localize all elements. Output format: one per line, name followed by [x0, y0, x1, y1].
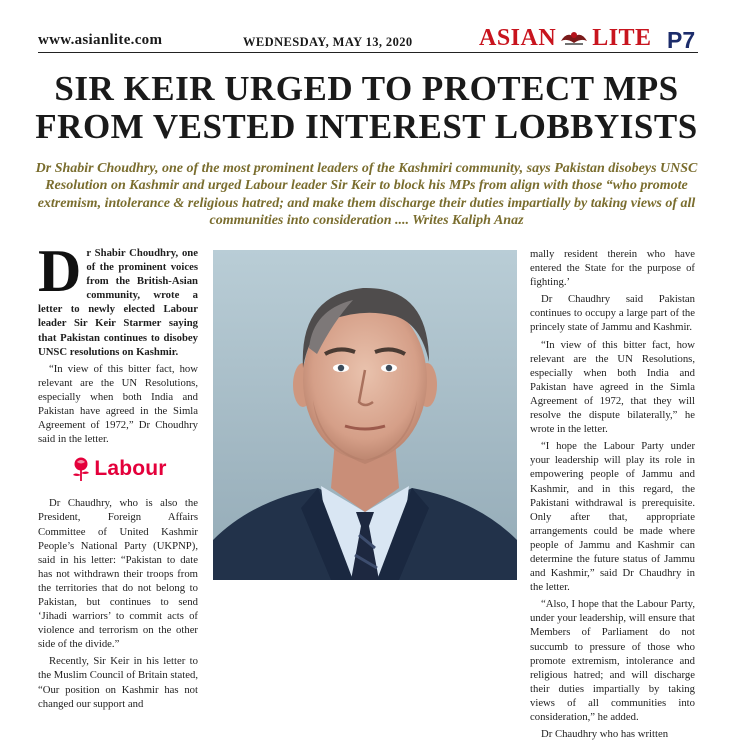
publication-date: WEDNESDAY, MAY 13, 2020 — [243, 35, 413, 49]
labour-wordmark: Labour — [94, 457, 167, 481]
portrait-illustration — [213, 250, 517, 580]
page-number: P7 — [667, 27, 696, 53]
body-paragraph: “In view of this bitter fact, how relevant are the UN Resolutions, especially when both India and Pakistan have agreed in the Simla Agreement of 1972,” Dr Choudhry said in the letter. — [38, 362, 198, 446]
body-paragraph: Recently, Sir Keir in his letter to the Muslim Council of Britain stated, “Our position on Kashmir has not changed our support and — [38, 655, 198, 710]
brand-word-left: ASIAN — [479, 24, 557, 51]
labour-logo — [38, 451, 198, 487]
rose-icon — [69, 456, 93, 482]
crest-icon — [559, 29, 589, 47]
brand-word-right: LITE — [592, 24, 652, 51]
site-url[interactable]: www.asianlite.com — [38, 32, 163, 48]
body-paragraph: Dr Chaudhry, who is also the President, Foreign Affairs Committee of United Kashmir People’s National Party (UKPNP), said in his letter: “Pakistan to date has not withdrawn their troops from the territories that do not belong to Pakistan, but continues to send ‘Jihadi warriors’ to commit acts of violence and terrorism on the other side of the divide.” — [38, 497, 198, 651]
lead-text: r Shabir Choudhry, one of the prominent voices from the British-Asian community, wrote a letter to newly elected Labour leader Sir Keir Starmer saying that Pakistan continues to disobey UNSC resolutions on Kashmir. — [38, 247, 198, 358]
keir-starmer-portrait — [213, 250, 517, 580]
headline: SIR KEIR URGED TO PROTECT MPS FROM VESTED INTEREST LOBBYISTS — [35, 69, 698, 146]
body-paragraph: Dr Chaudhry said Pakistan continues to occupy a large part of the princely state of Jammu and Kashmir. — [530, 293, 695, 334]
standfirst: Dr Shabir Choudhry, one of the most prominent leaders of the Kashmiri community, says Pakistan disobeys UNSC Resolution on Kashmir and urged Labour leader Sir Keir to block his MPs from align with those “who promote extremism, intolerance & religious hatred; and make them discharge their duties impartially by taking views of all communities into consideration .... Writes Kaliph Anaz — [35, 161, 698, 228]
body-paragraph: “In view of this bitter fact, how relevant are the UN Resolutions, especially when both India and Pakistan have agreed in the Simla Agreement of 1972, that they will resolve the dispute bilaterally,” he wrote in the letter. — [530, 338, 695, 436]
continuation-paragraph: mally resident therein who have entered the State for the purpose of fighting.’ — [530, 248, 695, 289]
left-column — [38, 238, 198, 714]
body-paragraph: Dr Chaudhry who has written — [541, 728, 669, 741]
body-paragraph: “Also, I hope that the Labour Party, under your leadership, will ensure that Members of Parliament do not succumb to pressure of those who promote extremism, intolerance and religious hatred; and will discharge their duties impartially by taking views of all communities into consideration,” he added. — [530, 598, 695, 723]
body-paragraph: “I hope the Labour Party under your leadership will play its role in empowering people of Jammu and Kashmir, and in this regard, the Pakistani withdrawal is prerequisite. Only after that, appropriate arrangements could be made where people of Jammu and Kashmir can determine the future status of Jammu and Kashmir,” said Dr Chaudhry in the letter. — [530, 440, 695, 594]
lead-paragraph — [38, 238, 198, 359]
brand-logo — [479, 26, 652, 50]
masthead — [38, 26, 698, 53]
right-column — [530, 247, 695, 744]
drop-cap: D — [38, 238, 82, 304]
